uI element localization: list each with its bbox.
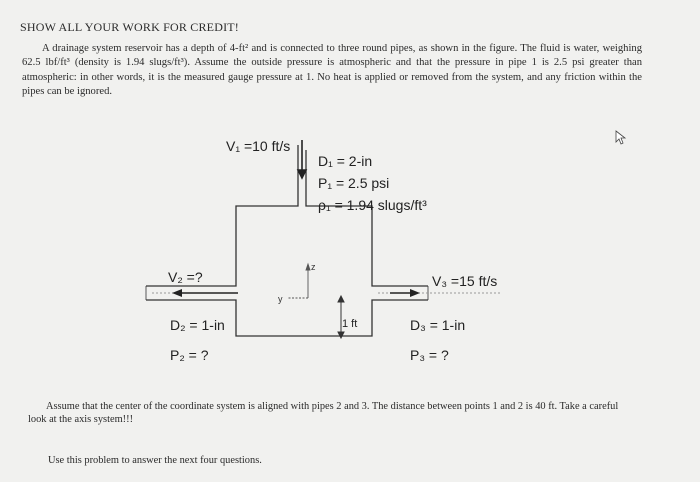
problem-paragraph: A drainage system reservoir has a depth of 4-ft² and is connected to three round pipes, as shown in the figure. The fluid is water, weighing 62.5 lbf/ft³ (density is 1.94 slugs/ft³). Assume the outside pressure is atmospheric and that the pressure in pipe 1 is 2.5 psi greater than atmospheric: in other words, it is the measured gauge pressure at 1. No heat is applied or removed from the system, and any friction within the pipes can be ignored.: [22, 43, 642, 97]
d1-label: D₁ = 2-in: [318, 153, 373, 169]
height-dimension-label: 1 ft: [342, 318, 358, 330]
inlet-velocity-arrow: [298, 140, 306, 178]
p1-label: P₁ = 2.5 psi: [318, 175, 390, 191]
v2-label: V₂ =?: [168, 269, 203, 285]
p3-label: P₃ = ?: [410, 347, 449, 363]
coordinate-note-text: Assume that the center of the coordinate system is aligned with pipes 2 and 3. The distance between points 1 and 2 is 40 ft. Take a careful look at the axis system!!!: [28, 401, 619, 425]
v3-label: V₃ =15 ft/s: [432, 273, 498, 289]
mouse-cursor-icon: [616, 131, 625, 144]
problem-heading: SHOW ALL YOUR WORK FOR CREDIT!: [20, 20, 240, 34]
rho1-label: ρ₁ = 1.94 slugs/ft³: [318, 197, 427, 213]
footer-instruction: Use this problem to answer the next four questions.: [48, 455, 262, 466]
pipe2-outlet-arrow: [152, 289, 238, 297]
axis-z-label: z: [311, 262, 316, 272]
coordinate-note: [28, 400, 638, 426]
pipe3-outlet-arrow: [378, 289, 500, 297]
d2-label: D₂ = 1-in: [170, 317, 225, 333]
reservoir-outline: [146, 145, 428, 336]
v1-label: V₁ =10 ft/s: [226, 138, 291, 154]
axis-system: [288, 264, 310, 298]
d3-label: D₃ = 1-in: [410, 317, 466, 333]
p2-label: P₂ = ?: [170, 347, 209, 363]
axis-y-label: y: [278, 294, 283, 304]
height-dimension: [338, 296, 344, 338]
